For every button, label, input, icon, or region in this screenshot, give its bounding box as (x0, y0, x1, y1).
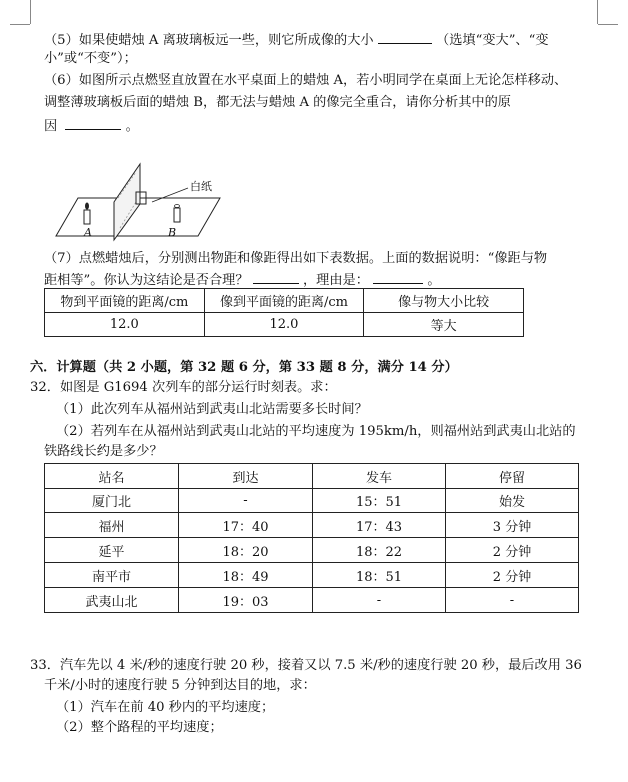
q7-answer-blank-1 (253, 270, 299, 284)
q5-text-post: （选填“变大”、“变 (436, 33, 549, 48)
q5-answer-blank (378, 30, 432, 44)
timetable-cell: 始发 (446, 489, 579, 513)
timetable-header-row (45, 464, 579, 489)
corner-mark-top-right (597, 0, 598, 24)
q7-table-header-row (45, 289, 524, 313)
timetable-row (45, 588, 579, 613)
timetable-cell: 17：40 (179, 513, 313, 538)
timetable-cell: 厦门北 (45, 489, 179, 513)
q7-text-c: 。 (427, 273, 441, 288)
q7-line1: （7）点燃蜡烛后，分别测出物距和像距得出如下表数据。上面的数据说明：“像距与物 (44, 251, 548, 266)
corner-mark-top-left-h (10, 24, 30, 25)
q7-line2 (44, 270, 441, 290)
q7-text-b: ，理由是： (302, 273, 369, 288)
timetable-row (45, 513, 579, 538)
timetable-header-cell: 到达 (179, 464, 313, 489)
q7-table-data-row (45, 313, 524, 337)
section-6-heading: 六．计算题（共 2 小题，第 32 题 6 分，第 33 题 8 分，满分 14 分） (30, 360, 458, 375)
timetable-cell: 2 分钟 (446, 538, 579, 563)
timetable-row (45, 538, 579, 563)
timetable-cell: 18：22 (313, 538, 446, 563)
q6-text-pre: 因 (44, 119, 58, 134)
q33-line1: 33．汽车先以 4 米/秒的速度行驶 20 秒，接着又以 7.5 米/秒的速度行驶 20 秒，最后改用 36 (30, 658, 582, 673)
q7-data-cell: 12.0 (45, 313, 205, 337)
timetable-header-cell: 站名 (45, 464, 179, 489)
timetable-cell: - (446, 588, 579, 613)
corner-mark-top-right-h (598, 24, 618, 25)
q7-header-cell: 像与物大小比较 (364, 289, 524, 313)
q7-answer-blank-2 (373, 270, 423, 284)
timetable-cell: 19：03 (179, 588, 313, 613)
timetable-cell: - (313, 588, 446, 613)
q6-answer-blank (65, 116, 121, 130)
candle-b-top (175, 205, 180, 208)
timetable-cell: 2 分钟 (446, 563, 579, 588)
timetable-header-cell: 停留 (446, 464, 579, 489)
q5-line2: 小”或“不变”）； (44, 51, 137, 66)
timetable-cell: 17：43 (313, 513, 446, 538)
paper-label-leader (152, 188, 188, 202)
timetable-cell: 15：51 (313, 489, 446, 513)
q32-intro: 32．如图是 G1694 次列车的部分运行时刻表。求： (30, 380, 337, 395)
q7-text-a: 距相等”。你认为这结论是否合理？ (44, 273, 249, 288)
q6-line2: 调整薄玻璃板后面的蜡烛 B，都无法与蜡烛 A 的像完全重合，请你分析其中的原 (44, 95, 511, 110)
timetable-cell: - (179, 489, 313, 513)
q33-part1: （1）汽车在前 40 秒内的平均速度； (56, 700, 275, 715)
q5-text-pre: （5）如果使蜡烛 A 离玻璃板远一些，则它所成像的大小 (44, 33, 374, 48)
q7-data-cell: 12.0 (204, 313, 364, 337)
timetable-cell: 南平市 (45, 563, 179, 588)
timetable-cell: 18：49 (179, 563, 313, 588)
q32-part2-line2: 铁路线长约是多少？ (44, 444, 163, 459)
corner-mark-top-left (30, 0, 31, 24)
timetable-row (45, 563, 579, 588)
q33-line2: 千米/小时的速度行驶 5 分钟到达目的地，求： (44, 678, 316, 693)
timetable-cell: 武夷山北 (45, 588, 179, 613)
candle-a-flame (85, 203, 89, 210)
candle-a (84, 210, 90, 224)
timetable-cell: 3 分钟 (446, 513, 579, 538)
paper-label: 白纸 (190, 180, 212, 193)
timetable-cell: 18：20 (179, 538, 313, 563)
q6-line1: （6）如图所示点燃竖直放置在水平桌面上的蜡烛 A，若小明同学在桌面上无论怎样移动、 (44, 73, 568, 88)
train-timetable (44, 463, 579, 613)
q7-header-cell: 像到平面镜的距离/cm (204, 289, 364, 313)
q33-part2: （2）整个路程的平均速度； (56, 720, 223, 735)
q32-part2-line1: （2）若列车在从福州站到武夷山北站的平均速度为 195km/h，则福州站到武夷山北站的 (56, 424, 576, 439)
candle-b-label: B (168, 226, 177, 239)
mirror-experiment-figure (48, 140, 238, 244)
candle-b (174, 208, 180, 222)
q6-line3 (44, 116, 139, 136)
timetable-row (45, 489, 579, 513)
q32-part1: （1）此次列车从福州站到武夷山北站需要多长时间？ (56, 402, 368, 417)
timetable-header-cell: 发车 (313, 464, 446, 489)
timetable-cell: 18：51 (313, 563, 446, 588)
q7-data-table (44, 288, 524, 337)
timetable-cell: 延平 (45, 538, 179, 563)
candle-a-label: A (84, 226, 92, 239)
q5-line1 (44, 30, 549, 50)
q6-text-post: 。 (125, 119, 139, 134)
timetable-cell: 福州 (45, 513, 179, 538)
q7-header-cell: 物到平面镜的距离/cm (45, 289, 205, 313)
q7-data-cell: 等大 (364, 313, 524, 337)
